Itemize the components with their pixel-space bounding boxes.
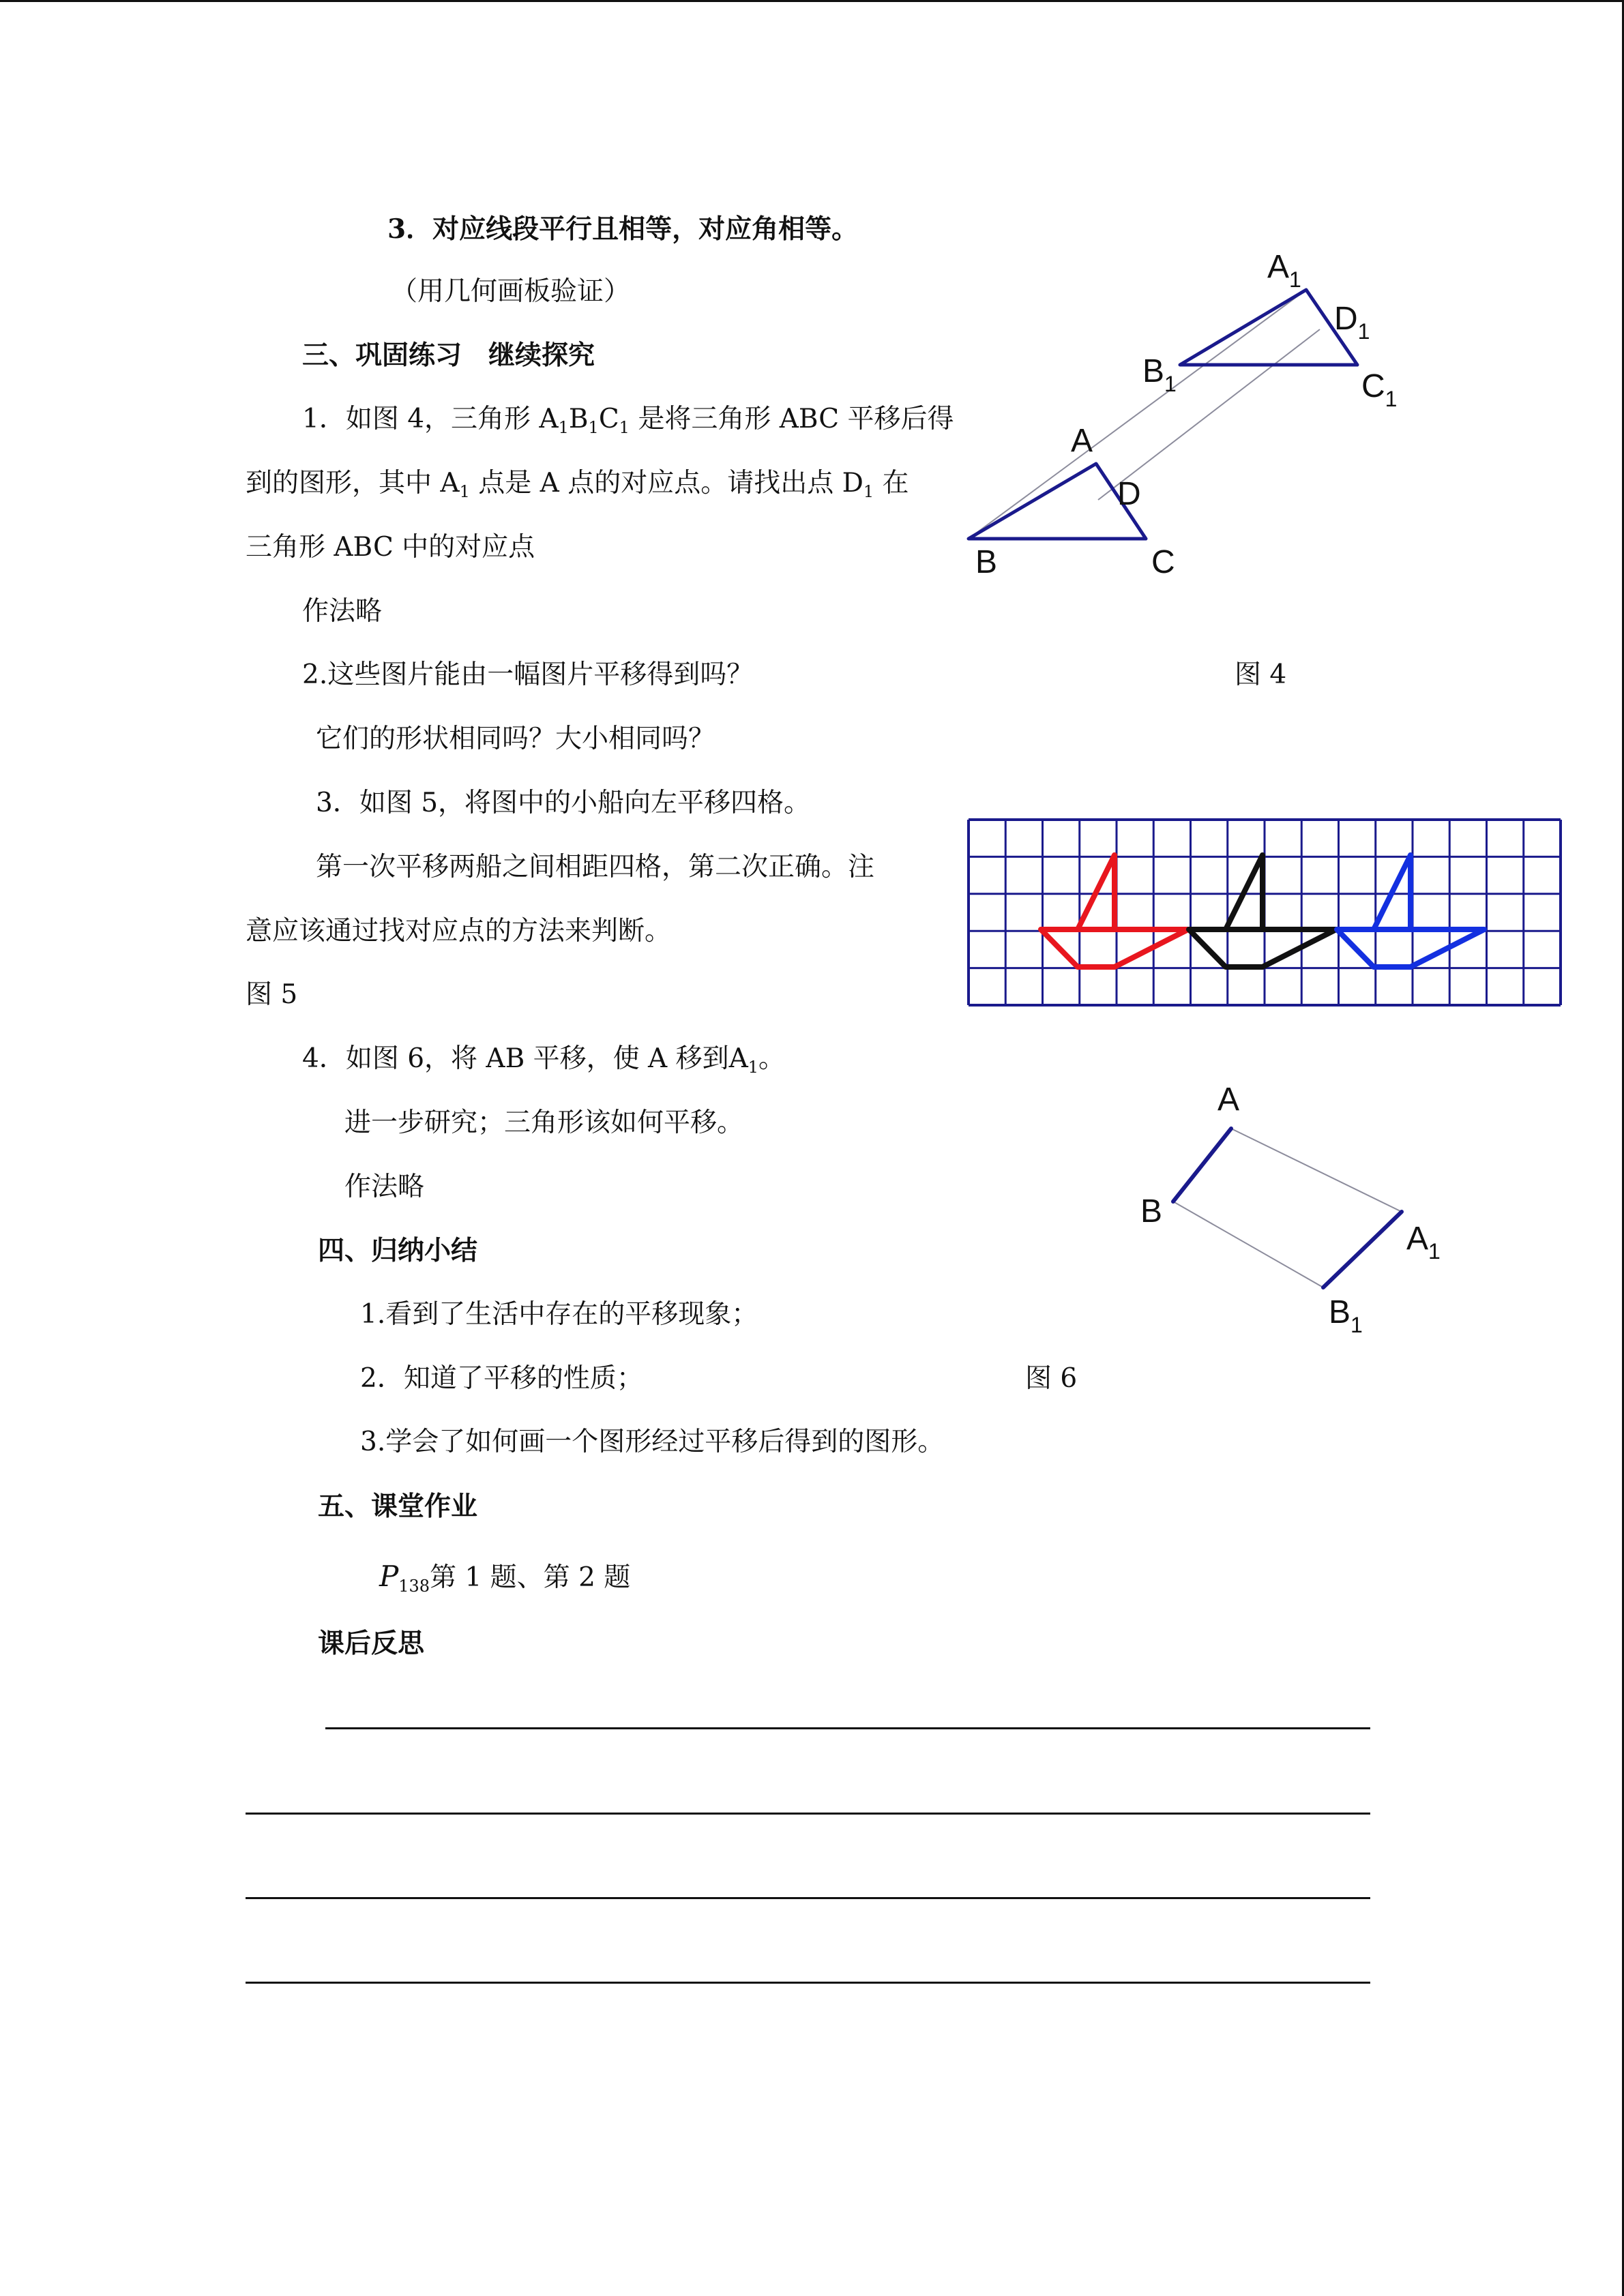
text-run: 4．如图 6，将 AB 平移，使 A 移到A (302, 1043, 748, 1074)
figure-5 (967, 818, 1562, 1007)
reflection-line (246, 1813, 1370, 1815)
figure-5-svg (967, 818, 1562, 1007)
label-b1: $B_1$ (1142, 353, 1177, 396)
label-a1: $A_1$ (1267, 249, 1301, 292)
method-omitted-2: 作法略 (344, 1172, 425, 1202)
property-3: 3．对应线段平行且相等，对应角相等。 (387, 213, 859, 245)
subscript: 1 (863, 482, 874, 501)
figure-6 (1125, 1071, 1480, 1357)
segment-ab (1173, 1129, 1231, 1202)
translation-line (1231, 1129, 1402, 1212)
exercise-1-line-2 (246, 467, 909, 508)
reflection-line (325, 1727, 1370, 1729)
text-run: 是将三角形 ABC 平移后得 (629, 404, 954, 434)
exercise-3-note-1: 第一次平移两船之间相距四格，第二次正确。注 (316, 852, 875, 882)
reflection-heading: 课后反思 (318, 1628, 425, 1659)
text-run: 到的图形，其中 A (246, 468, 460, 498)
figure-5-caption: 图 5 (246, 979, 298, 1010)
page-border-top (0, 0, 1624, 2)
subscript: 1 (558, 418, 569, 437)
exercise-4-followup: 进一步研究；三角形该如何平移。 (344, 1107, 744, 1138)
summary-2: 2．知道了平移的性质； (360, 1363, 643, 1394)
label-c: C (1151, 544, 1175, 580)
figure-6-svg (1125, 1071, 1480, 1357)
section-heading-4: 四、归纳小结 (318, 1235, 478, 1266)
exercise-4 (302, 1043, 785, 1084)
label-d: D (1117, 476, 1141, 512)
subscript: 1 (588, 418, 599, 437)
label-b: B (1140, 1193, 1163, 1229)
exercise-3: 3．如图 5，将图中的小船向左平移四格。 (316, 788, 811, 818)
translation-line (1173, 1202, 1323, 1287)
label-a1: $A_1$ (1406, 1221, 1441, 1264)
text-run: C (598, 404, 619, 434)
boat-blue (1337, 855, 1484, 967)
text-run: 第 1 题、第 2 题 (430, 1562, 631, 1593)
label-c1: $C_1$ (1361, 368, 1398, 411)
subscript: 138 (398, 1577, 430, 1596)
boat-red (1041, 855, 1188, 967)
figure-4 (955, 239, 1432, 716)
summary-1: 1.看到了生活中存在的平移现象； (360, 1299, 758, 1330)
exercise-3-note-2: 意应该通过找对应点的方法来判断。 (246, 916, 672, 946)
section-heading-5: 五、课堂作业 (318, 1491, 478, 1522)
method-omitted-1: 作法略 (302, 596, 383, 627)
translation-line (1098, 329, 1320, 500)
summary-3: 3.学会了如何画一个图形经过平移后得到的图形。 (360, 1427, 945, 1457)
exercise-1-line-3: 三角形 ABC 中的对应点 (246, 532, 535, 563)
exercise-1-line-1 (302, 403, 954, 444)
figure-6-caption: 图 6 (1025, 1363, 1078, 1394)
text-run: 1．如图 4，三角形 A (302, 404, 559, 434)
reflection-line (246, 1982, 1370, 1984)
subscript: 1 (459, 482, 470, 501)
reflection-line (246, 1897, 1370, 1899)
segment-a1b1 (1323, 1212, 1402, 1287)
homework (379, 1560, 630, 1602)
section-heading-3: 三、巩固练习 继续探究 (302, 340, 595, 371)
figure-4-svg (955, 239, 1432, 716)
exercise-2-followup: 它们的形状相同吗？大小相同吗？ (316, 724, 715, 754)
text-run: 在 (874, 468, 909, 498)
text-run: P (379, 1560, 399, 1593)
exercise-2: 2.这些图片能由一幅图片平移得到吗？ (302, 659, 754, 690)
verify-note: （用几何画板验证） (391, 276, 631, 307)
text-run: 。 (758, 1043, 786, 1074)
label-d1: $D_1$ (1334, 301, 1370, 344)
boat-black (1189, 855, 1336, 967)
label-a: A (1217, 1082, 1240, 1118)
triangle-a1b1c1 (1180, 290, 1357, 365)
label-b: B (975, 544, 998, 580)
subscript: 1 (619, 418, 630, 437)
figure-4-caption: 图 4 (1235, 659, 1287, 690)
text-run: 点是 A 点的对应点。请找出点 D (469, 468, 863, 498)
subscript: 1 (748, 1058, 759, 1077)
label-a: A (1071, 423, 1093, 459)
text-run: B (568, 404, 589, 434)
label-b1: $B_1$ (1329, 1294, 1363, 1337)
